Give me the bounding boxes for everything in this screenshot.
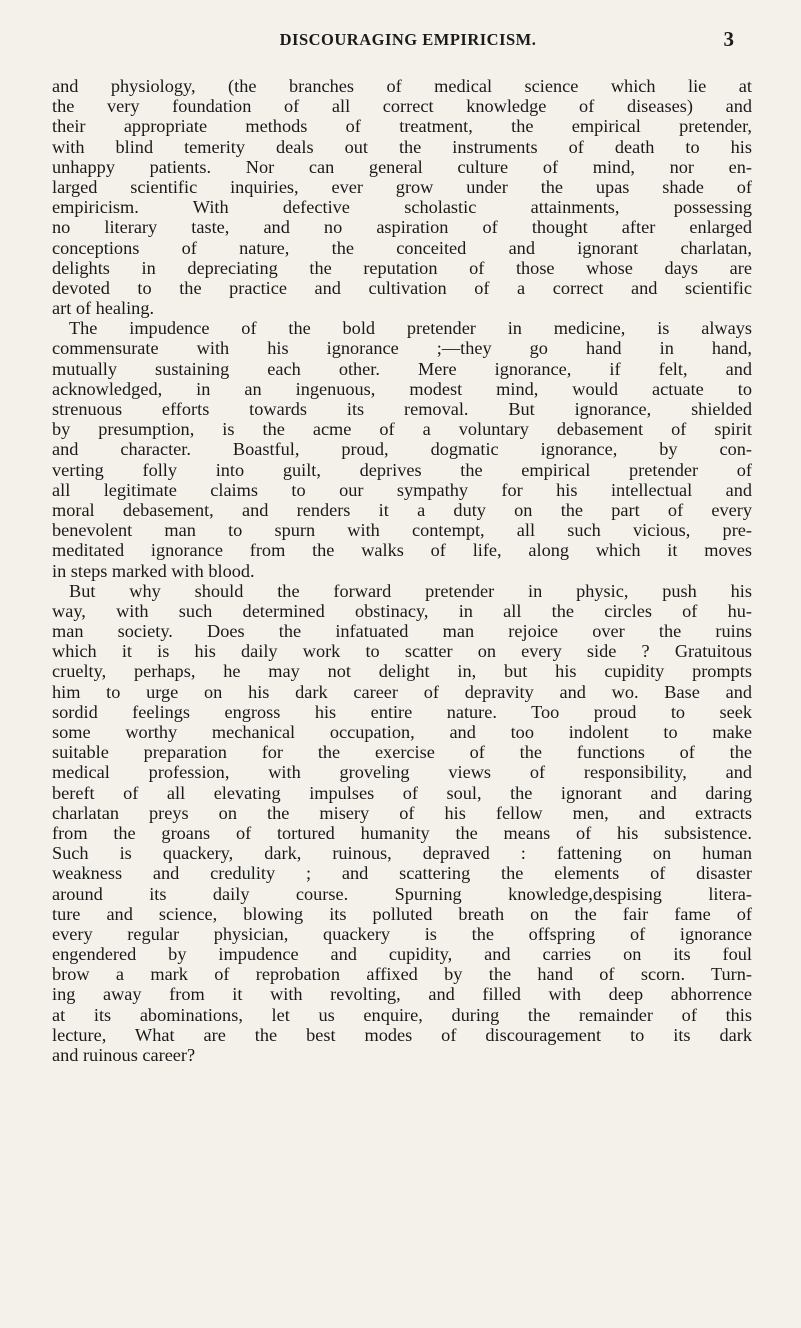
text-line: no literary taste, and no aspiration of thought after enlarged xyxy=(52,217,752,238)
text-line: charlatan preys on the misery of his fellow men, and extracts xyxy=(52,802,752,823)
text-line: him to urge on his dark career of depravity and wo. Base and xyxy=(52,681,752,702)
text-line: some worthy mechanical occupation, and too indolent to make xyxy=(52,722,752,742)
text-line: ture and science, blowing its polluted breath on the fair fame of xyxy=(52,903,752,924)
text-line: mutually sustaining each other. Mere ignorance, if felt, and xyxy=(52,358,752,379)
text-line: Such is quackery, dark, ruinous, depraved : fattening on human xyxy=(52,843,752,864)
text-line: weakness and credulity ; and scattering the elements of disaster xyxy=(52,863,752,884)
text-line: from the groans of tortured humanity the means of his subsistence. xyxy=(52,822,752,843)
body-text xyxy=(52,76,752,1065)
text-line: ing away from it with revolting, and filled with deep abhorrence xyxy=(52,984,752,1005)
text-line: moral debasement, and renders it a duty on the part of every xyxy=(52,499,752,520)
text-line: by presumption, is the acme of a voluntary debasement of spirit xyxy=(52,419,752,440)
text-line: brow a mark of reprobation affixed by the hand of scorn. Turn- xyxy=(52,964,752,985)
text-line: meditated ignorance from the walks of life, along which it moves xyxy=(52,540,752,561)
page-header xyxy=(82,26,734,56)
text-line: medical profession, with groveling views of responsibility, and xyxy=(52,762,752,783)
text-line: all legitimate claims to our sympathy for his intellectual and xyxy=(52,479,752,500)
text-line: acknowledged, in an ingenuous, modest mind, would actuate to xyxy=(52,378,752,399)
text-line: devoted to the practice and cultivation of a correct and scientific xyxy=(52,277,752,298)
text-line: engendered by impudence and cupidity, and carries on its foul xyxy=(52,944,752,965)
text-line: commensurate with his ignorance ;—they go hand in hand, xyxy=(52,338,752,359)
text-line: lecture, What are the best modes of discouragement to its dark xyxy=(52,1024,752,1045)
text-line: delights in depreciating the reputation of those whose days are xyxy=(52,257,752,278)
text-line: and physiology, (the branches of medical science which lie at xyxy=(52,76,752,96)
text-line: suitable preparation for the exercise of the functions of the xyxy=(52,742,752,763)
text-line: strenuous efforts towards its removal. But ignorance, shielded xyxy=(52,399,752,419)
text-line: larged scientific inquiries, ever grow under the upas shade of xyxy=(52,176,752,197)
text-line: sordid feelings engross his entire nature. Too proud to seek xyxy=(52,701,752,722)
text-line: man society. Does the infatuated man rejoice over the ruins xyxy=(52,621,752,642)
text-line: around its daily course. Spurning knowledge,despising litera- xyxy=(52,883,752,904)
text-line: But why should the forward pretender in physic, push his xyxy=(69,580,752,601)
text-line: at its abominations, let us enquire, during the remainder of this xyxy=(52,1004,752,1025)
text-line: verting folly into guilt, deprives the empirical pretender of xyxy=(52,459,752,480)
running-head: DISCOURAGING EMPIRICISM. xyxy=(279,30,537,49)
text-line: their appropriate methods of treatment, the empirical pretender, xyxy=(52,116,752,137)
text-line: which it is his daily work to scatter on every side ? Gratuitous xyxy=(52,641,752,662)
page-number: 3 xyxy=(723,27,734,51)
text-line: in steps marked with blood. xyxy=(52,560,255,581)
text-line: bereft of all elevating impulses of soul, the ignorant and daring xyxy=(52,782,752,803)
text-line: every regular physician, quackery is the offspring of ignorance xyxy=(52,923,752,944)
text-line: and ruinous career? xyxy=(52,1045,196,1065)
text-line: benevolent man to spurn with contempt, all such vicious, pre- xyxy=(52,520,752,541)
text-line: art of healing. xyxy=(52,298,155,319)
text-line: and character. Boastful, proud, dogmatic ignorance, by con- xyxy=(52,439,752,460)
text-line: The impudence of the bold pretender in medicine, is always xyxy=(69,318,752,339)
text-line: with blind temerity deals out the instruments of death to his xyxy=(52,136,752,157)
text-line: cruelty, perhaps, he may not delight in, but his cupidity prompts xyxy=(52,661,752,682)
text-line: empiricism. With defective scholastic attainments, possessing xyxy=(52,197,752,218)
text-line: the very foundation of all correct knowledge of diseases) and xyxy=(52,96,752,117)
text-line: way, with such determined obstinacy, in all the circles of hu- xyxy=(52,600,752,621)
text-line: conceptions of nature, the conceited and ignorant charlatan, xyxy=(52,237,752,258)
text-line: unhappy patients. Nor can general culture of mind, nor en- xyxy=(52,156,752,177)
